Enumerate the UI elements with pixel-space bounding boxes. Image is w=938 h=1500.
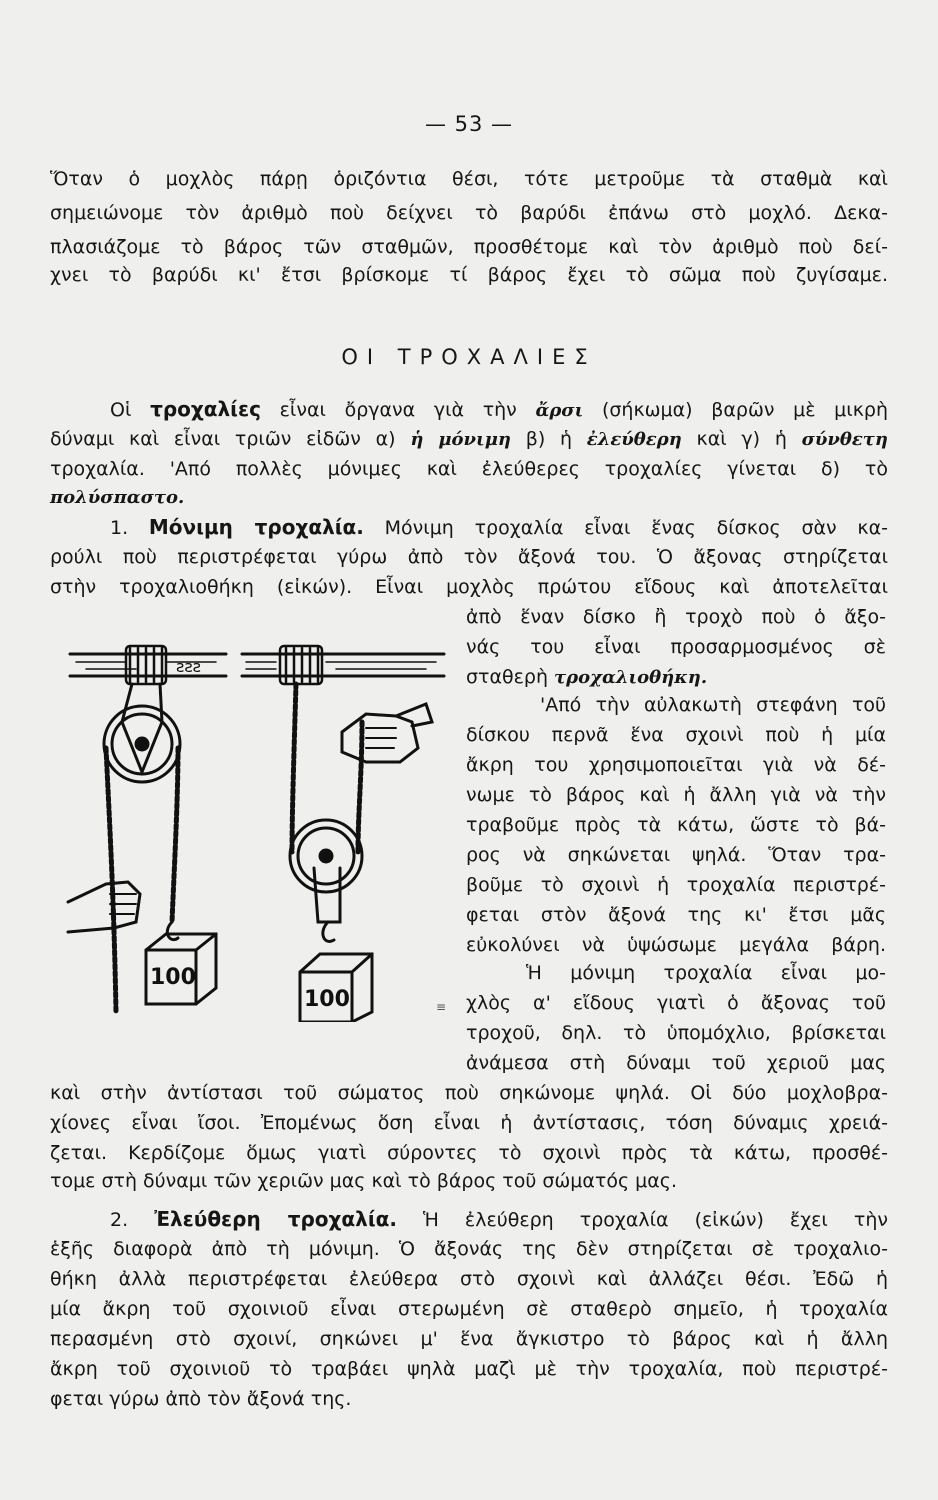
- section2-line-4: μία ἄκρη τοῦ σχοινιοῦ εἶναι στερωμένη σὲ σταθερὸ σημεῖο, ἡ τροχαλία: [50, 1298, 888, 1320]
- full-line-1: καὶ στὴν ἀντίστασι τοῦ σώματος ποὺ σηκώνομε ψηλά. Οἱ δύο μοχλοβρα-: [50, 1082, 888, 1104]
- para-line-1: Οἱ τροχαλίες εἶναι ὄργανα γιὰ τὴν ἄρσι (σήκωμα) βαρῶν μὲ μικρὴ: [110, 397, 888, 421]
- full-line-3: ζεται. Κερδίζομε ὅμως γιατὶ σύροντες τὸ σχοινὶ πρὸς τὰ κάτω, προσθέ-: [50, 1142, 888, 1164]
- right-rope-wrap: [280, 646, 322, 684]
- right-beam: [242, 654, 444, 676]
- left-rope-load: [172, 748, 178, 922]
- right-line-7: νωμε τὸ βάρος καὶ ἡ ἄλλη γιὰ νὰ τὴν: [466, 784, 886, 806]
- right-rope-pull: [358, 722, 362, 852]
- page-number: — 53 —: [424, 112, 514, 136]
- intro-line-4: χνει τὸ βαρύδι κι' ἔτσι βρίσκομε τί βάρος ἔχει τὸ σῶμα ποὺ ζυγίσαμε.: [50, 264, 888, 286]
- section1-line-2: ρούλι ποὺ περιστρέφεται γύρω ἀπὸ τὸν ἄξονά του. Ὁ ἄξονας στηρίζεται: [50, 546, 888, 568]
- right-line-13: Ἡ μόνιμη τροχαλία εἶναι μο-: [526, 962, 886, 984]
- right-pulley-block: [314, 868, 340, 922]
- full-line-4: τομε στὴ δύναμι τῶν χεριῶν μας καὶ τὸ βάρος τοῦ σώματός μας.: [50, 1170, 677, 1192]
- para-line-2: δύναμι καὶ εἶναι τριῶν εἰδῶν α) ἡ μόνιμη β) ἡ ἐλεύθερη καὶ γ) ἡ σύνθετη: [50, 428, 888, 450]
- intro-line-3: πλασιάζομε τὸ βάρος τῶν σταθμῶν, προσθέτομε καὶ τὸν ἀριθμὸ ποὺ δεί-: [50, 236, 888, 258]
- para-line-4: πολύσπαστο.: [50, 487, 185, 508]
- section2-line-2: ἑξῆς διαφορὰ ἀπὸ τὴ μόνιμη. Ὁ ἄξονάς της δὲν στηρίζεται σὲ τροχαλιο-: [50, 1238, 888, 1260]
- right-line-10: βοῦμε τὸ σχοινὶ ἡ τροχαλία περιστρέ-: [466, 874, 886, 896]
- right-line-1: ἀπὸ ἕναν δίσκο ἢ τροχὸ ποὺ ὁ ἄξο-: [466, 606, 886, 628]
- right-rope-fixed: [292, 684, 296, 852]
- section1-line-1: 1. Μόνιμη τροχαλία. Μόνιμη τροχαλία εἶναι ἕνας δίσκος σὰν κα-: [110, 515, 888, 539]
- right-line-11: φεται στὸν ἄξονά της κι' ἔτσι μᾶς: [466, 904, 886, 926]
- right-line-9: ρος νὰ σηκώνεται ψηλά. Ὅταν τρα-: [466, 844, 886, 866]
- right-line-12: εὐκολύνει νὰ ὑψώσωμε μεγάλα βάρη.: [466, 934, 886, 956]
- intro-line-2: σημειώνομε τὸν ἀριθμὸ ποὺ δείχνει τὸ βαρύδι ἐπάνω στὸ μοχλό. Δεκα-: [50, 202, 888, 224]
- para-line-3: τροχαλία. 'Από πολλὲς μόνιμες καὶ ἐλεύθερες τροχαλίες γίνεται δ) τὸ: [50, 458, 888, 480]
- intro-line-1: Ὅταν ὁ μοχλὸς πάρῃ ὁριζόντια θέσι, τότε μετροῦμε τὰ σταθμὰ καὶ: [50, 168, 888, 190]
- section-heading: ΟΙ ΤΡΟΧΑΛΙΕΣ: [341, 345, 597, 369]
- left-rope-pull: [106, 748, 116, 1012]
- right-line-4: 'Από τὴν αὐλακωτὴ στεφάνη τοῦ: [540, 694, 886, 716]
- section2-line-6: ἄκρη τοῦ σχοινιοῦ τὸ τραβάει ψηλὰ μαζὶ μὲ τὴν τροχαλία, ποὺ περιστρέ-: [50, 1358, 888, 1380]
- section2-line-1: 2. Ἐλεύθερη τροχαλία. Ἡ ἐλεύθερη τροχαλία (εἰκών) ἔχει τὴν: [110, 1207, 889, 1231]
- right-line-6: ἄκρη του χρησιμοποιεῖται γιὰ νὰ δέ-: [466, 754, 886, 776]
- left-hook: [167, 922, 178, 940]
- pulley-illustration: [66, 632, 456, 1022]
- right-line-3: σταθερὴ τροχαλιοθήκη.: [466, 666, 708, 688]
- section2-line-3: θήκη ἀλλὰ περιστρέφεται ἐλεύθερα στὸ σχοινὶ καὶ ἀλλάζει θέσι. Ἐδῶ ἡ: [50, 1268, 888, 1290]
- margin-mark: ≡: [436, 1000, 447, 1014]
- right-line-2: νάς του εἶναι προσαρμοσμένος σὲ: [466, 636, 886, 658]
- section2-line-7: φεται γύρω ἀπὸ τὸν ἄξονά της.: [50, 1388, 352, 1410]
- left-pulley-block: [122, 684, 162, 772]
- section2-line-5: περασμένη στὸ σχοινί, σηκώνει μ' ἕνα ἄγκιστρο τὸ βάρος καὶ ἡ ἄλλη: [50, 1328, 888, 1350]
- right-line-14: χλὸς α' εἴδους γιατὶ ὁ ἄξονας τοῦ: [466, 992, 886, 1014]
- left-hand: [68, 882, 140, 932]
- left-rope-wrap: [126, 646, 166, 684]
- right-line-16: ἀνάμεσα στὴ δύναμι τοῦ χεριοῦ μας: [466, 1052, 886, 1074]
- right-line-8: τραβοῦμε πρὸς τὰ κάτω, ὥστε τὸ βά-: [466, 814, 886, 836]
- right-line-15: τροχοῦ, δηλ. τὸ ὑπομόχλιο, βρίσκεται: [466, 1022, 886, 1044]
- section1-line-3: στὴν τροχαλιοθήκη (εἰκών). Εἶναι μοχλὸς πρώτου εἴδους καὶ ἀποτελεῖται: [50, 576, 888, 598]
- right-line-5: δίσκου περνᾶ ἕνα σχοινὶ ποὺ ἡ μία: [466, 724, 886, 746]
- left-weight-label: 100: [150, 965, 196, 990]
- right-weight-label: 100: [304, 987, 350, 1012]
- full-line-2: χίονες εἶναι ἴσοι. Ἐπομένως ὅση εἶναι ἡ ἀντίστασις, τόση δύναμις χρειά-: [50, 1112, 888, 1134]
- right-hook: [323, 922, 334, 941]
- left-beam: [70, 654, 226, 676]
- wall-mark: ƨƨƨ: [176, 657, 202, 676]
